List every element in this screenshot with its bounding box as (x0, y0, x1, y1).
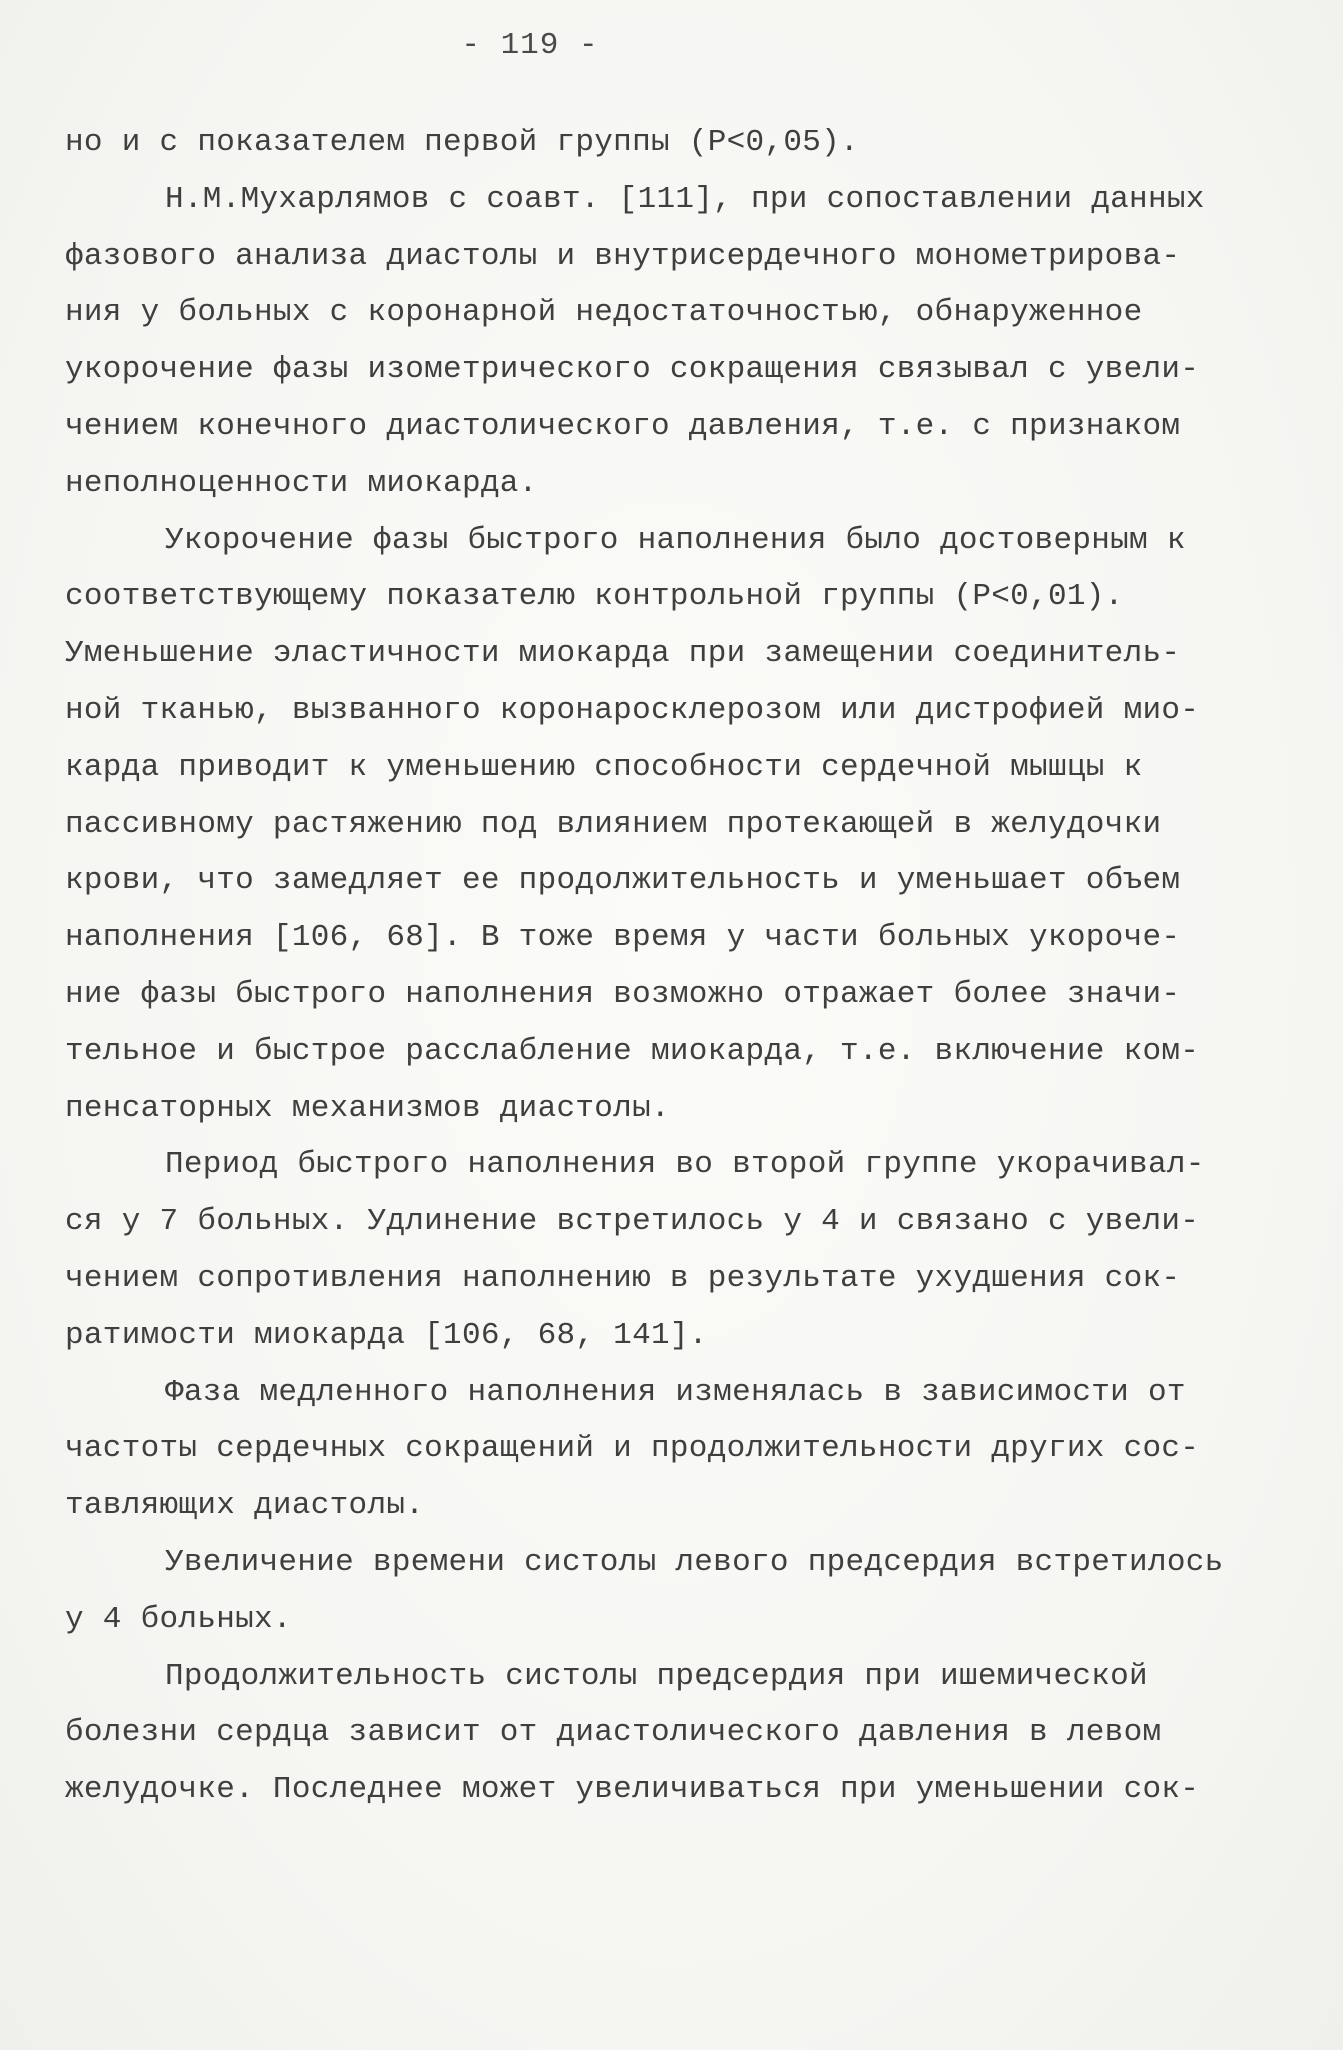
text-line: фазового анализа диастолы и внутрисердечного монометрирова- (65, 238, 1181, 274)
text-line: Фаза медленного наполнения изменялась в зависимости от (165, 1374, 1186, 1410)
text-line: соответствующему показателю контрольной группы (P<0,01). (65, 579, 1124, 615)
text-line: ся у 7 больных. Удлинение встретилось у 4 и связано с увели- (65, 1204, 1200, 1240)
text-line: болезни сердца зависит от диастолического давления в левом (65, 1715, 1162, 1751)
text-line: пенсаторных механизмов диастолы. (65, 1090, 670, 1126)
text-line: укорочение фазы изометрического сокращения связывал с увели- (65, 352, 1200, 388)
page-number: - 119 - (461, 28, 599, 63)
text-line: чением сопротивления наполнению в результате ухудшения сок- (65, 1260, 1181, 1296)
text-line: пассивному растяжению под влиянием протекающей в желудочки (65, 806, 1162, 842)
text-line: крови, что замедляет ее продолжительность и уменьшает объем (65, 863, 1181, 899)
text-line: ратимости миокарда [106, 68, 141]. (65, 1317, 708, 1353)
text-line: Н.М.Мухарлямов с соавт. [111], при сопоставлении данных (165, 181, 1205, 217)
text-line: Укорочение фазы быстрого наполнения было достоверным к (165, 522, 1186, 558)
text-line: ной тканью, вызванного коронаросклерозом или дистрофией мио- (65, 692, 1200, 728)
text-line: наполнения [106, 68]. В тоже время у части больных укороче- (65, 920, 1181, 956)
text-line: тавляющих диастолы. (65, 1488, 425, 1524)
text-line: ния у больных с коронарной недостаточностью, обнаруженное (65, 295, 1143, 331)
document-body (65, 115, 1275, 1819)
text-line: желудочке. Последнее может увеличиваться при уменьшении сок- (65, 1772, 1200, 1808)
text-line: карда приводит к уменьшению способности сердечной мышцы к (65, 749, 1143, 785)
text-line: тельное и быстрое расслабление миокарда, т.е. включение ком- (65, 1033, 1200, 1069)
text-line: частоты сердечных сокращений и продолжительности других сос- (65, 1431, 1200, 1467)
text-line: но и с показателем первой группы (P<0,05). (65, 125, 859, 160)
text-line: Продолжительность систолы предсердия при ишемической (165, 1658, 1148, 1694)
text-line: чением конечного диастолического давления, т.е. с признаком (65, 408, 1181, 444)
text-line: Увеличение времени систолы левого предсердия встретилось (165, 1544, 1224, 1580)
text-line: Уменьшение эластичности миокарда при замещении соединитель- (65, 636, 1181, 672)
text-line: Период быстрого наполнения во второй группе укорачивал- (165, 1147, 1205, 1183)
text-line: ние фазы быстрого наполнения возможно отражает более значи- (65, 976, 1181, 1012)
text-line: неполноценности миокарда. (65, 465, 538, 501)
text-line: у 4 больных. (65, 1601, 292, 1637)
